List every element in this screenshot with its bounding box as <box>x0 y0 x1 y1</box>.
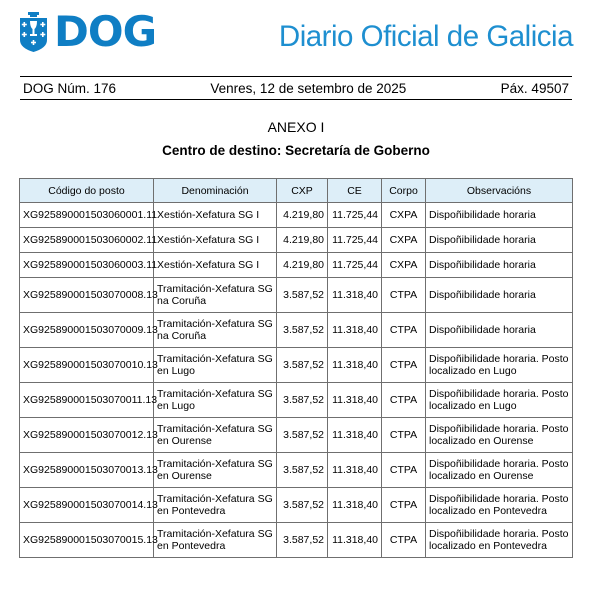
column-header: CXP <box>277 179 328 203</box>
post-name: Tramitación-Xefatura SG en Ourense <box>154 453 277 488</box>
post-ce: 11.318,40 <box>328 383 382 418</box>
post-cxp: 3.587,52 <box>277 523 328 558</box>
post-corpo: CXPA <box>382 203 426 228</box>
post-cxp: 3.587,52 <box>277 348 328 383</box>
post-ce: 11.725,44 <box>328 203 382 228</box>
table-header-row <box>20 179 573 203</box>
table-row <box>20 383 573 418</box>
annex-title: ANEXO I <box>267 119 325 135</box>
post-code: XG925890001503070011.13 <box>20 383 154 418</box>
post-name: Xestión-Xefatura SG I <box>154 228 277 253</box>
post-ce: 11.318,40 <box>328 453 382 488</box>
post-ce: 11.318,40 <box>328 488 382 523</box>
post-code: XG925890001503070009.13 <box>20 313 154 348</box>
post-observations: Dispoñibilidade horaria. Posto localizado en Ourense <box>426 453 573 488</box>
table-row <box>20 418 573 453</box>
post-cxp: 3.587,52 <box>277 418 328 453</box>
post-name: Tramitación-Xefatura SG en Pontevedra <box>154 523 277 558</box>
post-observations: Dispoñibilidade horaria <box>426 203 573 228</box>
post-code: XG925890001503070015.13 <box>20 523 154 558</box>
post-cxp: 3.587,52 <box>277 383 328 418</box>
logo-text: DOG <box>54 7 157 56</box>
post-observations: Dispoñibilidade horaria <box>426 228 573 253</box>
post-ce: 11.318,40 <box>328 418 382 453</box>
post-observations: Dispoñibilidade horaria <box>426 313 573 348</box>
post-code: XG925890001503060002.11 <box>20 228 154 253</box>
post-ce: 11.318,40 <box>328 278 382 313</box>
post-observations: Dispoñibilidade horaria <box>426 278 573 313</box>
table-row <box>20 348 573 383</box>
issue-number: DOG Núm. 176 <box>23 80 117 96</box>
table-row <box>20 313 573 348</box>
centre-title: Centro de destino: Secretaría de Goberno <box>162 143 430 158</box>
table-row <box>20 278 573 313</box>
post-cxp: 4.219,80 <box>277 253 328 278</box>
post-name: Tramitación-Xefatura SG en Pontevedra <box>154 488 277 523</box>
table-row <box>20 453 573 488</box>
column-header: CE <box>328 179 382 203</box>
post-cxp: 3.587,52 <box>277 313 328 348</box>
post-name: Xestión-Xefatura SG I <box>154 203 277 228</box>
post-ce: 11.318,40 <box>328 348 382 383</box>
post-corpo: CTPA <box>382 523 426 558</box>
post-cxp: 4.219,80 <box>277 228 328 253</box>
post-corpo: CXPA <box>382 228 426 253</box>
post-observations: Dispoñibilidade horaria. Posto localizado en Lugo <box>426 383 573 418</box>
column-header: Corpo <box>382 179 426 203</box>
post-corpo: CTPA <box>382 488 426 523</box>
post-name: Tramitación-Xefatura SG en Lugo <box>154 383 277 418</box>
dog-logo <box>20 7 157 56</box>
post-code: XG925890001503070012.13 <box>20 418 154 453</box>
post-ce: 11.318,40 <box>328 523 382 558</box>
post-code: XG925890001503060001.11 <box>20 203 154 228</box>
masthead-title: Diario Oficial de Galicia <box>278 20 573 53</box>
post-corpo: CTPA <box>382 348 426 383</box>
column-header: Denominación <box>154 179 277 203</box>
table-row <box>20 228 573 253</box>
post-code: XG925890001503070010.13 <box>20 348 154 383</box>
post-name: Tramitación-Xefatura SG en Ourense <box>154 418 277 453</box>
post-corpo: CTPA <box>382 383 426 418</box>
posts-table <box>19 178 573 558</box>
table-row <box>20 523 573 558</box>
post-observations: Dispoñibilidade horaria. Posto localizado en Pontevedra <box>426 488 573 523</box>
page-number: Páx. 49507 <box>500 80 569 96</box>
table-row <box>20 488 573 523</box>
table-row <box>20 253 573 278</box>
post-code: XG925890001503070008.13 <box>20 278 154 313</box>
post-cxp: 3.587,52 <box>277 278 328 313</box>
post-ce: 11.725,44 <box>328 228 382 253</box>
post-name: Xestión-Xefatura SG I <box>154 253 277 278</box>
post-cxp: 3.587,52 <box>277 488 328 523</box>
post-observations: Dispoñibilidade horaria. Posto localizado en Pontevedra <box>426 523 573 558</box>
post-cxp: 4.219,80 <box>277 203 328 228</box>
post-name: Tramitación-Xefatura SG na Coruña <box>154 313 277 348</box>
page-header <box>0 0 606 62</box>
post-ce: 11.318,40 <box>328 313 382 348</box>
table-row <box>20 203 573 228</box>
post-corpo: CTPA <box>382 418 426 453</box>
issue-meta-bar <box>20 76 572 100</box>
post-observations: Dispoñibilidade horaria. Posto localizado en Lugo <box>426 348 573 383</box>
column-header: Observacións <box>426 179 573 203</box>
post-code: XG925890001503070013.13 <box>20 453 154 488</box>
post-ce: 11.725,44 <box>328 253 382 278</box>
post-observations: Dispoñibilidade horaria. Posto localizado en Ourense <box>426 418 573 453</box>
post-corpo: CTPA <box>382 453 426 488</box>
post-cxp: 3.587,52 <box>277 453 328 488</box>
column-header: Código do posto <box>20 179 154 203</box>
post-name: Tramitación-Xefatura SG na Coruña <box>154 278 277 313</box>
post-name: Tramitación-Xefatura SG en Lugo <box>154 348 277 383</box>
post-observations: Dispoñibilidade horaria <box>426 253 573 278</box>
issue-date: Venres, 12 de setembro de 2025 <box>210 80 407 96</box>
post-code: XG925890001503060003.11 <box>20 253 154 278</box>
post-corpo: CXPA <box>382 253 426 278</box>
post-corpo: CTPA <box>382 278 426 313</box>
galicia-emblem-icon <box>20 12 47 52</box>
post-corpo: CTPA <box>382 313 426 348</box>
post-code: XG925890001503070014.13 <box>20 488 154 523</box>
